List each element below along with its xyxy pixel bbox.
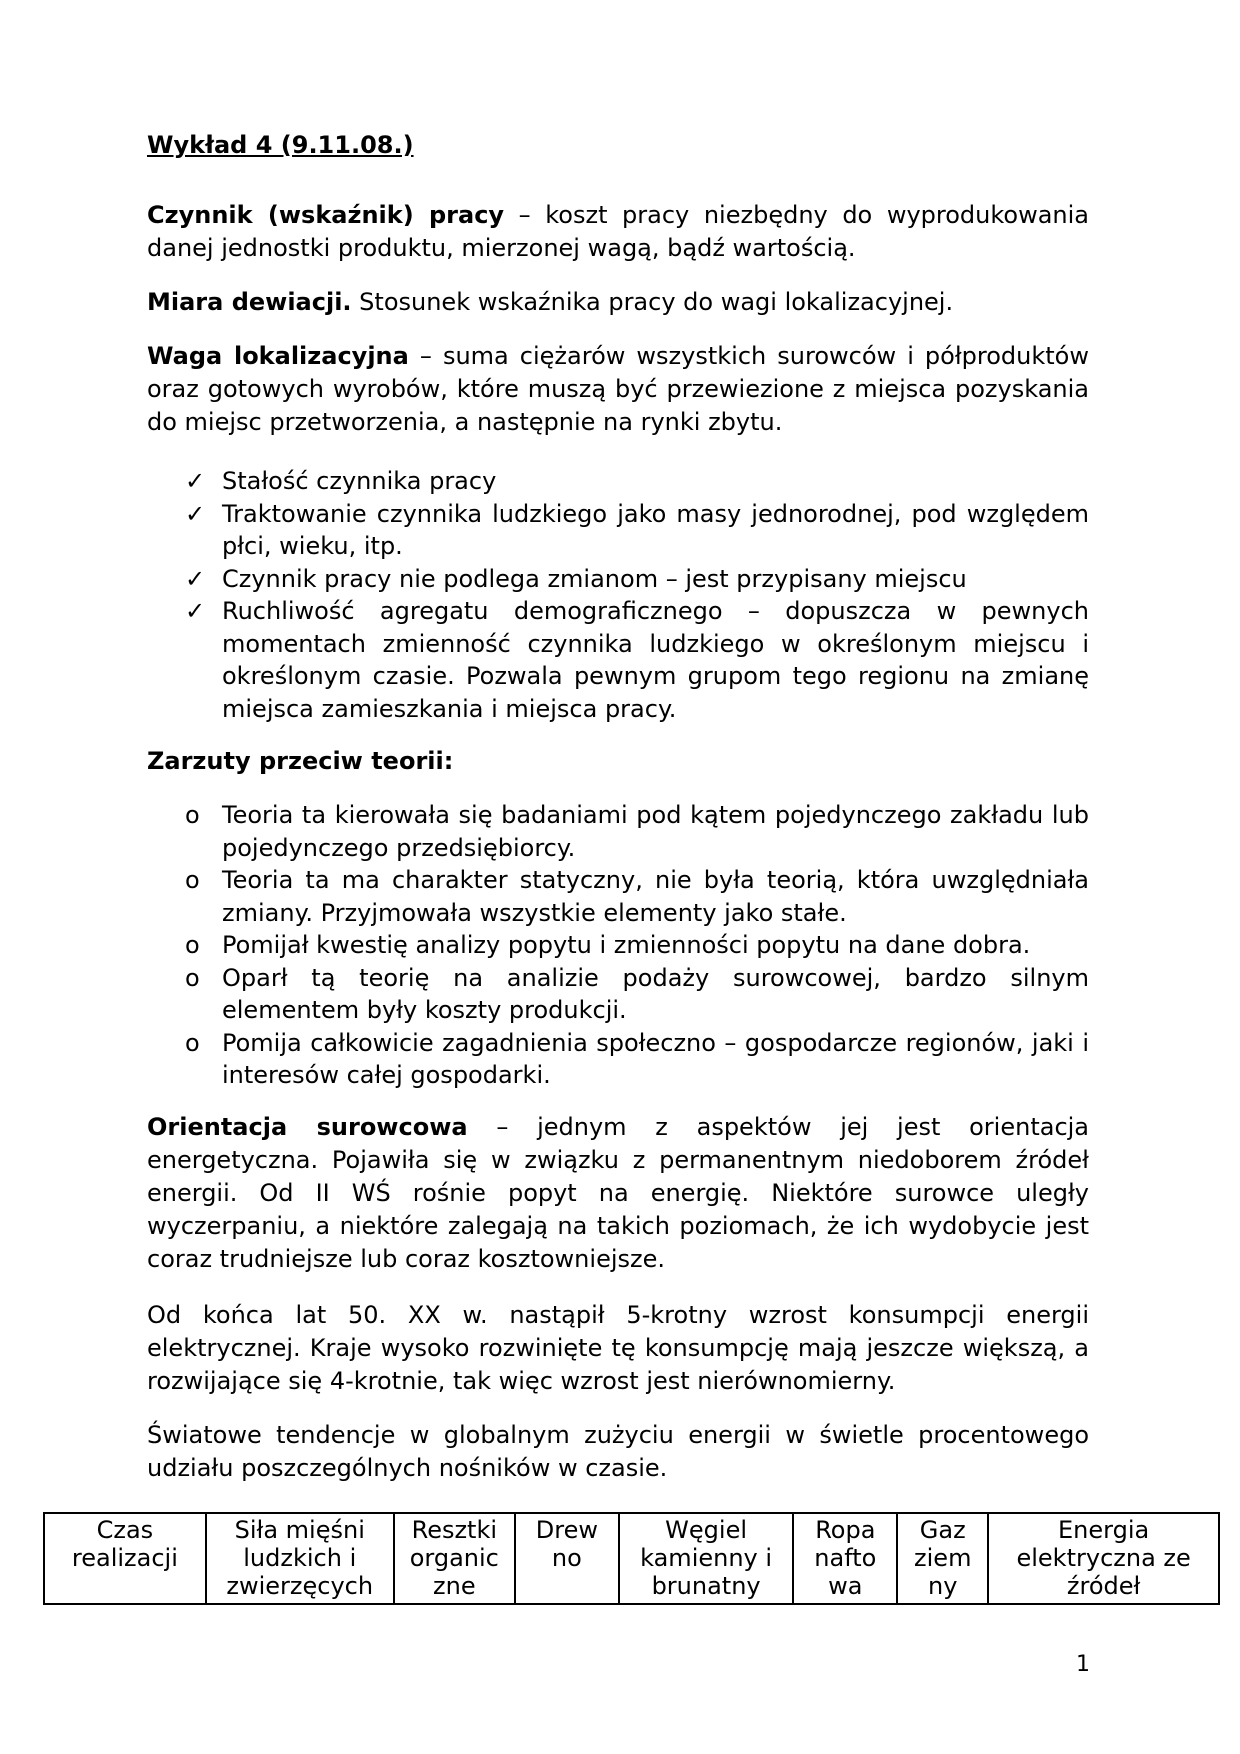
list-item-text: Teoria ta kierowała się badaniami pod kątem pojedynczego zakładu lub pojedynczego przedsiębiorcy. bbox=[222, 801, 1089, 862]
header-line: ziem bbox=[914, 1544, 972, 1572]
table-header-cell bbox=[793, 1513, 897, 1604]
circle-bullet-icon: o bbox=[185, 931, 200, 959]
definition-text: – koszt pracy niezbędny do wyprodukowania danej jednostki produktu, mierzonej wagą, bądź wartością. bbox=[147, 201, 1089, 262]
list-item bbox=[147, 498, 1089, 563]
header-line: wa bbox=[828, 1572, 863, 1600]
circle-bullet-icon: o bbox=[185, 1028, 200, 1057]
table-header-cell bbox=[515, 1513, 619, 1604]
list-item bbox=[147, 595, 1089, 725]
list-item bbox=[147, 1027, 1089, 1092]
table-header-cell bbox=[394, 1513, 515, 1604]
energy-carriers-table bbox=[43, 1512, 1220, 1605]
list-item bbox=[147, 864, 1089, 929]
header-line bbox=[518, 1572, 616, 1600]
list-item bbox=[147, 563, 1089, 596]
table-header-cell bbox=[44, 1513, 206, 1604]
header-line: zwierzęcych bbox=[226, 1572, 374, 1600]
header-line: Resztki bbox=[411, 1516, 498, 1544]
check-icon: ✓ bbox=[185, 467, 206, 495]
header-line: Energia bbox=[1058, 1516, 1150, 1544]
check-icon: ✓ bbox=[185, 499, 206, 528]
criticism-list bbox=[147, 799, 1089, 1092]
circle-bullet-icon: o bbox=[185, 801, 200, 829]
header-line: brunatny bbox=[651, 1572, 761, 1600]
check-icon: ✓ bbox=[185, 564, 206, 593]
header-line bbox=[47, 1572, 203, 1600]
header-line: ny bbox=[928, 1572, 958, 1600]
header-line: kamienny i bbox=[640, 1544, 773, 1572]
definition-text: – suma ciężarów wszystkich surowców i półproduktów oraz gotowych wyrobów, które muszą być przewiezione z miejsca pozyskania do miejsc przetworzenia, a następnie na rynki zbytu. bbox=[147, 342, 1089, 436]
paragraph-text: – jednym z aspektów jej jest orientacja energetyczna. Pojawiła się w związku z permanentnym niedoborem źródeł energii. Od II WŚ rośnie popyt na energię. Niektóre surowce uległy wyczerpaniu, a niektóre zalegają na takich poziomach, że ich wydobycie jest coraz trudniejsze lub coraz kosztowniejsze. bbox=[147, 1113, 1090, 1273]
list-item-text: Pomijał kwestię analizy popytu i zmienności popytu na dane dobra. bbox=[222, 931, 1031, 959]
definition-text: Stosunek wskaźnika pracy do wagi lokalizacyjnej. bbox=[351, 288, 954, 316]
table-header-cell bbox=[988, 1513, 1219, 1604]
header-line: Czas bbox=[96, 1516, 154, 1544]
header-line: no bbox=[551, 1544, 582, 1572]
paragraph-raw-material-orientation bbox=[147, 1111, 1089, 1276]
section-heading: Zarzuty przeciw teorii: bbox=[147, 747, 454, 775]
table-header-cell bbox=[206, 1513, 394, 1604]
list-item-text: Czynnik pracy nie podlega zmianom – jest przypisany miejscu bbox=[222, 564, 967, 593]
assumptions-checklist bbox=[147, 465, 1089, 725]
paragraph-energy-trends: Światowe tendencje w globalnym zużyciu energii w świetle procentowego udziału poszczególnych nośników w czasie. bbox=[147, 1421, 1089, 1482]
definition-location-weight bbox=[147, 340, 1089, 439]
header-line: Drew bbox=[535, 1516, 598, 1544]
list-item bbox=[147, 799, 1089, 864]
list-item bbox=[147, 929, 1089, 962]
list-item-text: Pomija całkowicie zagadnienia społeczno – gospodarcze regionów, jaki i interesów całej gospodarki. bbox=[222, 1028, 1089, 1089]
header-line: Siła mięśni bbox=[234, 1516, 365, 1544]
header-line: zne bbox=[433, 1572, 476, 1600]
header-line: nafto bbox=[814, 1544, 877, 1572]
header-line: realizacji bbox=[71, 1544, 178, 1572]
header-line: organic bbox=[409, 1544, 499, 1572]
term: Orientacja surowcowa bbox=[147, 1113, 468, 1141]
list-item-text: Traktowanie czynnika ludzkiego jako masy jednorodnej, pod względem płci, wieku, itp. bbox=[222, 499, 1089, 560]
definition-deviation bbox=[147, 286, 1089, 319]
header-line: źródeł bbox=[1066, 1572, 1141, 1600]
term: Miara dewiacji. bbox=[147, 288, 352, 316]
term: Czynnik (wskaźnik) pracy bbox=[147, 201, 505, 229]
table-header-cell bbox=[619, 1513, 794, 1604]
list-item-text: Ruchliwość agregatu demograficznego – dopuszcza w pewnych momentach zmienność czynnika ludzkiego w określonym miejscu i określonym czasie. Pozwala pewnym grupom tego regionu na zmianę miejsca zamieszkania i miejsca pracy. bbox=[222, 597, 1089, 723]
header-line: Węgiel bbox=[665, 1516, 748, 1544]
definition-labor-factor bbox=[147, 199, 1089, 265]
list-item bbox=[147, 962, 1089, 1027]
circle-bullet-icon: o bbox=[185, 963, 200, 992]
lecture-title: Wykład 4 (9.11.08.) bbox=[147, 131, 414, 159]
header-line: Ropa bbox=[815, 1516, 876, 1544]
table-header-cell bbox=[897, 1513, 988, 1604]
list-item-text: Teoria ta ma charakter statyczny, nie była teorią, która uwzględniała zmiany. Przyjmowała wszystkie elementy jako stałe. bbox=[222, 866, 1089, 927]
check-icon: ✓ bbox=[185, 597, 206, 625]
header-line: ludzkich i bbox=[243, 1544, 357, 1572]
paragraph-energy-consumption: Od końca lat 50. XX w. nastąpił 5-krotny wzrost konsumpcji energii elektrycznej. Kraje wysoko rozwinięte tę konsumpcję mają jeszcze większą, a rozwijające się 4-krotnie, tak więc wzrost jest nierównomierny. bbox=[147, 1301, 1089, 1395]
header-line: elektryczna ze bbox=[1016, 1544, 1191, 1572]
list-item-text: Oparł tą teorię na analizie podaży surowcowej, bardzo silnym elementem były koszty produkcji. bbox=[222, 963, 1089, 1024]
circle-bullet-icon: o bbox=[185, 866, 200, 894]
term: Waga lokalizacyjna bbox=[147, 342, 409, 370]
table-header-row bbox=[44, 1513, 1219, 1604]
list-item-text: Stałość czynnika pracy bbox=[222, 467, 497, 495]
page-number: 1 bbox=[1076, 1652, 1090, 1677]
list-item bbox=[147, 465, 1089, 498]
header-line: Gaz bbox=[919, 1516, 966, 1544]
